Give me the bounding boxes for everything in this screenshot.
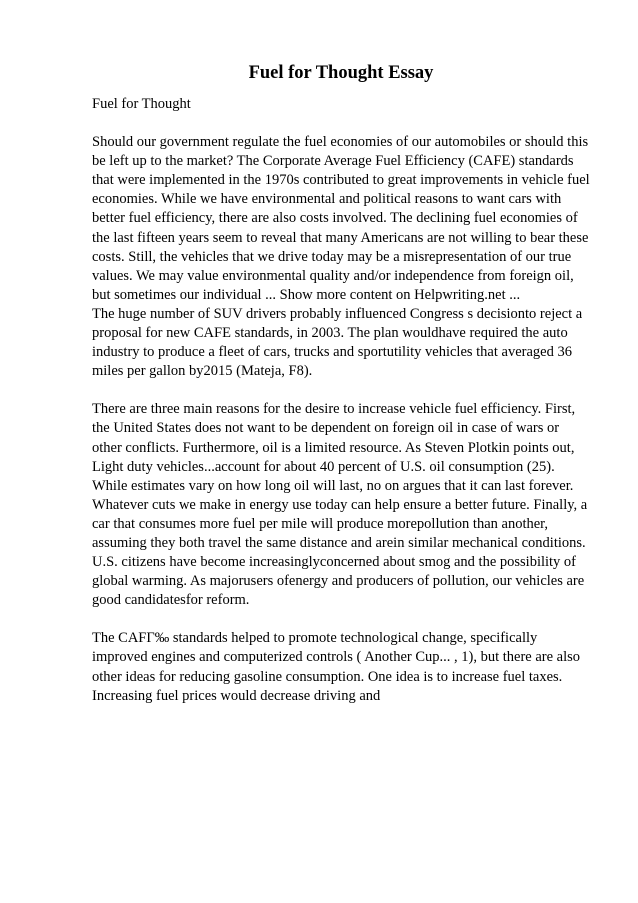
paragraph-3: There are three main reasons for the desire to increase vehicle fuel efficiency. First, the United States does not want to be dependent on foreign oil in case of wars or other conflicts. Furthermore, oil is a limited resource. As Steven Plotkin points out, Light duty vehicles...account for about 40 percent of U.S. oil consumption (25). While estimates vary on how long oil will last, no on argues that it can last forever. Whatever cuts we make in energy use today can help ensure a better future. Finally, a car that consumes more fuel per mile will produce morepollution than another, assuming they both travel the same distance and arein similar mechanical conditions. U.S. citizens have become increasinglyconcerned about smog and the possibility of global warming. As majorusers ofenergy and producers of pollution, our vehicles are good candidatesfor reform. (92, 401, 588, 609)
paragraph-4: The CAFГ‰ standards helped to promote technological change, specifically improved engines and computerized controls ( Another Cup... , 1), but there are also other ideas for reducing gasoline consumption. One idea is to increase fuel taxes. Increasing fuel prices would decrease driving and (92, 630, 581, 704)
document-body (92, 95, 592, 706)
document-subtitle: Fuel for Thought (92, 96, 191, 112)
document-title: Fuel for Thought Essay (248, 63, 434, 83)
paragraph-1: Should our government regulate the fuel economies of our automobiles or should this be left up to the market? The Corporate Average Fuel Efficiency (CAFE) standards that were implemented in the 1970s contributed to great improvements in vehicle fuel economies. While we have environmental and political reasons to want cars with better fuel efficiency, there are also costs involved. The declining fuel economies of the last fifteen years seem to reveal that many Americans are not willing to bear these costs. Still, the vehicles that we drive today may be a misrepresentation of our true values. We may value environmental quality and/or independence from foreign oil, but sometimes our individual ... Show more content on Helpwriting.net ... (92, 134, 590, 303)
paragraph-2: The huge number of SUV drivers probably influenced Congress s decisionto reject a proposal for new CAFE standards, in 2003. The plan wouldhave required the auto industry to produce a fleet of cars, trucks and sportutility vehicles that averaged 36 miles per gallon by2015 (Mateja, F8). (92, 305, 583, 380)
